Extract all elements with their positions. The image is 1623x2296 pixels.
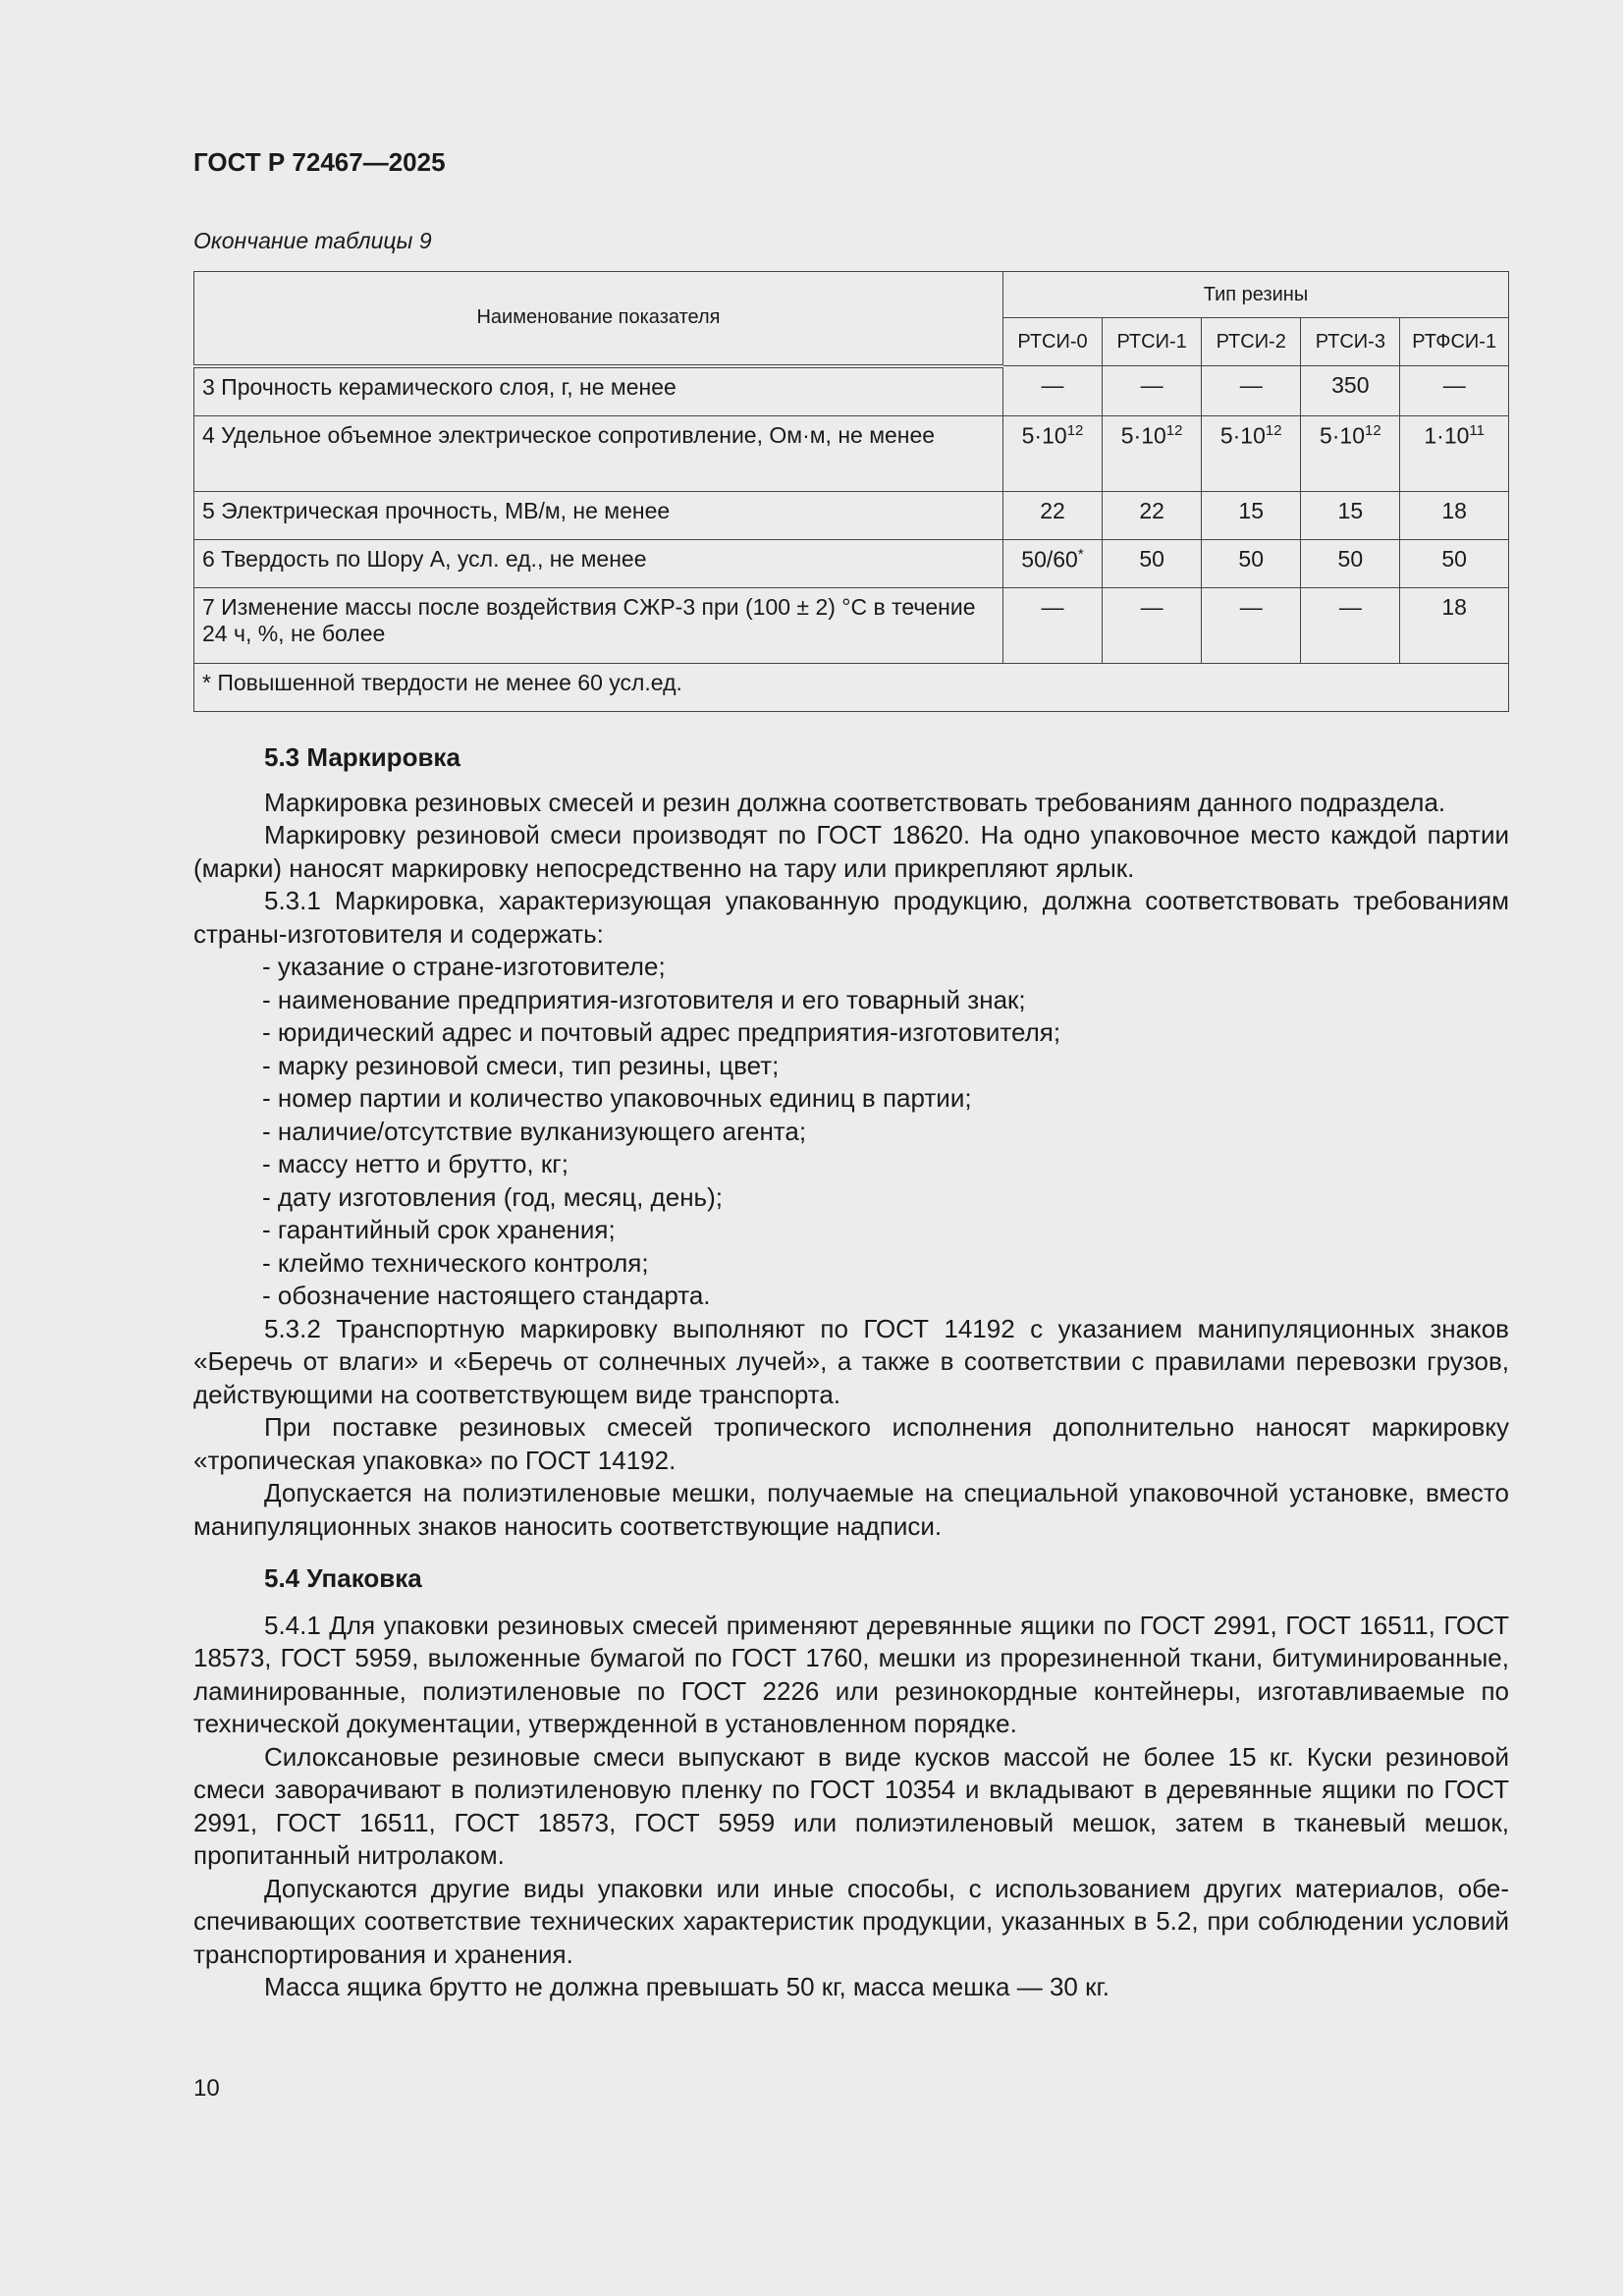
page-number: 10: [193, 2075, 220, 2102]
list-item: - гарантийный срок хранения;: [262, 1214, 1509, 1247]
list-item: - марку резиновой смеси, тип резины, цвет;: [262, 1050, 1509, 1083]
list-item: - дату изготовления (год, месяц, день);: [262, 1181, 1509, 1215]
cell-value: 350: [1301, 366, 1400, 416]
document-code: ГОСТ Р 72467—2025: [193, 147, 446, 177]
list-item: - наличие/отсутствие вулканизующего агента;: [262, 1116, 1509, 1149]
cell-value: $5\cdot 10^{12}$: [1301, 415, 1400, 491]
cell-value: —: [1202, 587, 1301, 663]
cell-value: 22: [1002, 491, 1102, 539]
row-name: 4 Удельное объемное электрическое сопротивление, Ом·м, не менее: [194, 415, 1003, 491]
table-footnote: * Повышенной твердости не менее 60 усл.ед.: [194, 663, 1509, 711]
section-title-5-4: 5.4 Упаковка: [264, 1563, 422, 1593]
cell-value: —: [1400, 366, 1509, 416]
paragraph: 5.4.1 Для упаковки резиновых смесей применяют деревянные ящики по ГОСТ 2991, ГОСТ 16511, ГОСТ 18573, ГОСТ 5959, выложенные бумагой по ГОСТ 1760, мешки из прорезиненной ткани, битуминированные, ламинированные, полиэтиленовые по ГОСТ 2226 или резинокордные контейнеры, изготавливаемые по технической документации, утвержденной в установленном порядке.: [193, 1610, 1509, 1738]
marking-requirements-list: [193, 951, 1509, 1313]
cell-value: 50: [1103, 539, 1202, 587]
paragraph: 5.3.1 Маркировка, характеризующая упакованную продукцию, должна соответствовать требованиям страны-изготовителя и содержать:: [193, 886, 1509, 949]
col-header-rtsi-1: РТСИ-1: [1103, 318, 1202, 366]
list-item: - наименование предприятия-изготовителя и его товарный знак;: [262, 984, 1509, 1017]
col-header-rtsi-2: РТСИ-2: [1202, 318, 1301, 366]
table-header-row: [194, 272, 1509, 318]
cell-value: —: [1103, 366, 1202, 416]
body-text: [193, 741, 1509, 2004]
section-title-5-3: 5.3 Маркировка: [264, 742, 460, 772]
list-item: - обозначение настоящего стандарта.: [262, 1280, 1509, 1313]
cell-value: 15: [1301, 491, 1400, 539]
paragraph: Допускается на полиэтиленовые мешки, получаемые на специальной упаковочной установке, вместо манипуляционных знаков наносить соответствующие надписи.: [193, 1478, 1509, 1541]
col-header-name: Наименование показателя: [194, 272, 1003, 366]
cell-value: $5\cdot 10^{12}$: [1202, 415, 1301, 491]
table-9: [193, 271, 1509, 712]
cell-value: 18: [1400, 491, 1509, 539]
cell-value: 50: [1202, 539, 1301, 587]
table-row: [194, 366, 1509, 416]
row-name: 6 Твердость по Шору А, усл. ед., не менее: [194, 539, 1003, 587]
cell-value: 15: [1202, 491, 1301, 539]
cell-value: —: [1002, 587, 1102, 663]
cell-value: 50: [1400, 539, 1509, 587]
cell-value: $5\cdot 10^{12}$: [1103, 415, 1202, 491]
table-row: [194, 415, 1509, 491]
cell-value: $5\cdot 10^{12}$: [1002, 415, 1102, 491]
table-row: [194, 587, 1509, 663]
cell-value: —: [1002, 366, 1102, 416]
list-item: - клеймо технического контроля;: [262, 1247, 1509, 1281]
paragraph: Маркировка резиновых смесей и резин должна соответствовать требованиям данного подраздела.: [264, 787, 1446, 817]
col-header-rtsi-0: РТСИ-0: [1002, 318, 1102, 366]
row-name: 3 Прочность керамического слоя, г, не менее: [194, 366, 1003, 416]
col-header-rtsi-3: РТСИ-3: [1301, 318, 1400, 366]
list-item: - массу нетто и брутто, кг;: [262, 1148, 1509, 1181]
cell-value: 50: [1301, 539, 1400, 587]
paragraph: Допускаются другие виды упаковки или иные способы, с использованием других материалов, обеспечивающих соответствие технических характеристик продукции, указанных в 5.2, при соблюдении условий транспортирования и хранения.: [193, 1873, 1509, 1969]
cell-value: —: [1202, 366, 1301, 416]
cell-value: 50/60*: [1002, 539, 1102, 587]
cell-value: —: [1301, 587, 1400, 663]
row-name: 7 Изменение массы после воздействия СЖР-3 при (100 ± 2) °С в течение 24 ч, %, не более: [194, 587, 1003, 663]
cell-value: 18: [1400, 587, 1509, 663]
paragraph: Масса ящика брутто не должна превышать 50 кг, масса мешка — 30 кг.: [264, 1972, 1110, 2001]
col-header-group: Тип резины: [1002, 272, 1508, 318]
cell-value: 22: [1103, 491, 1202, 539]
table-footnote-row: [194, 663, 1509, 711]
col-header-rtfsi-1: РТФСИ-1: [1400, 318, 1509, 366]
row-name: 5 Электрическая прочность, МВ/м, не менее: [194, 491, 1003, 539]
cell-value: $1\cdot 10^{11}$: [1400, 415, 1509, 491]
paragraph: 5.3.2 Транспортную маркировку выполняют по ГОСТ 14192 с указанием манипуляционных знаков «Беречь от влаги» и «Беречь от солнечных лучей», а также в соответствии с правилами перевозки грузов, действующими на соответствующем виде транспорта.: [193, 1313, 1509, 1409]
list-item: - номер партии и количество упаковочных единиц в партии;: [262, 1082, 1509, 1116]
table-caption: Окончание таблицы 9: [193, 228, 432, 253]
table-row: [194, 539, 1509, 587]
table-row: [194, 491, 1509, 539]
list-item: - указание о стране-изготовителе;: [262, 951, 1509, 984]
paragraph: Маркировку резиновой смеси производят по ГОСТ 18620. На одно упаковочное место каждой партии (марки) наносят маркировку непосредственно на тару или прикрепляют ярлык.: [193, 820, 1509, 883]
paragraph: Силоксановые резиновые смеси выпускают в виде кусков массой не более 15 кг. Куски резиновой смеси заворачивают в полиэтиленовую пленку по ГОСТ 10354 и вкладывают в деревянные ящики по ГОСТ 2991, ГОСТ 16511, ГОСТ 18573, ГОСТ 5959 или полиэтиленовый мешок, затем в тканевый мешок, пропитанный нитролаком.: [193, 1741, 1509, 1870]
list-item: - юридический адрес и почтовый адрес предприятия-изготовителя;: [262, 1016, 1509, 1050]
cell-value: —: [1103, 587, 1202, 663]
paragraph: При поставке резиновых смесей тропического исполнения дополнительно наносят маркировку «тропическая упаковка» по ГОСТ 14192.: [193, 1412, 1509, 1475]
